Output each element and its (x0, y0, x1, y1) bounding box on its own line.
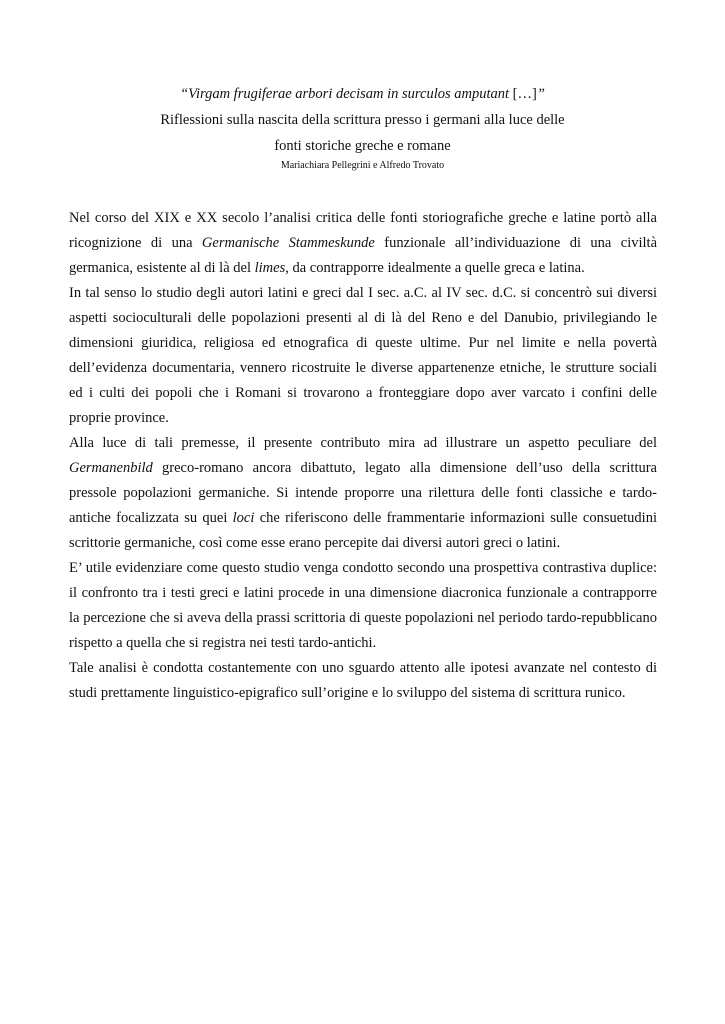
paragraph-1-text-a: Nel corso del XIX e XX secolo l’analisi critica delle fonti storiografiche greche e latine portò alla ricognizione di una (69, 210, 657, 251)
title-quote-ellipsis: […] (509, 86, 537, 102)
paragraph-2: In tal senso lo studio degli autori latini e greci dal I sec. a.C. al IV sec. d.C. si concentrò sui diversi aspetti socioculturali delle popolazioni presenti al di là del Reno e del Danubio, privilegiando le dimensioni giuridica, religiosa ed etnografica di queste ultime. Pur nel limite e nella povertà dell’evidenza documentaria, vennero ricostruite le diverse appartenenze etniche, le strutture sociali ed i culti dei popoli che i Romani si trovarono a fronteggiare dopo aver varcato i confini delle proprie province. (69, 285, 657, 426)
title-block (0, 84, 725, 173)
title-quote (0, 84, 725, 104)
paragraph-3-text-a: Alla luce di tali premesse, il presente contributo mira ad illustrare un aspetto peculiare del (69, 435, 657, 451)
paragraph-3-text-b: greco-romano ancora dibattuto, legato alla dimensione dell’uso della scrittura pressole popolazioni germaniche. Si intende proporre una rilettura delle fonti classiche e tardo-antiche focalizzata su quei (69, 460, 657, 526)
paragraph-3 (69, 431, 657, 556)
paragraph-1-italic-term-1: Germanische Stammeskunde (201, 235, 375, 251)
abstract-body (69, 206, 657, 706)
paragraph-1-italic-term-2: limes (254, 260, 286, 276)
paragraph-5: Tale analisi è condotta costantemente con uno sguardo attento alle ipotesi avanzate nel contesto di studi prettamente linguistico-epigrafico sull’origine e lo sviluppo del sistema di scrittura runico. (69, 660, 657, 701)
title-line-2: Riflessioni sulla nascita della scrittura presso i germani alla luce delle (160, 112, 565, 128)
title-quote-close: ” (536, 86, 545, 102)
paragraph-1 (69, 206, 657, 281)
paragraph-4: E’ utile evidenziare come questo studio venga condotto secondo una prospettiva contrastiva duplice: il confronto tra i testi greci e latini procede in una dimensione diacronica funzionale a contrapporre la percezione che si aveva della prassi scrittoria di queste popolazioni nel periodo tardo-repubblicano rispetto a quella che si registra nei testi tardo-antichi. (69, 560, 657, 651)
paragraph-3-italic-term-1: Germanenbild (69, 460, 153, 476)
paragraph-1-text-c: , da contrapporre idealmente a quelle greca e latina. (285, 260, 585, 276)
authors: Mariachiara Pellegrini e Alfredo Trovato (280, 160, 445, 171)
paragraph-1-text-b: funzionale all’individuazione di una civiltà germanica, esistente al di là del (69, 235, 658, 276)
title-quote-italic: “Virgam frugiferae arbori decisam in surculos amputant (180, 86, 510, 102)
paragraph-3-text-c: che riferiscono delle frammentarie informazioni sulle consuetudini scrittorie germaniche, così come esse erano percepite dai diversi autori greci o latini. (69, 510, 657, 551)
title-line-3: fonti storiche greche e romane (274, 138, 451, 154)
paragraph-3-italic-term-2: loci (232, 510, 255, 526)
